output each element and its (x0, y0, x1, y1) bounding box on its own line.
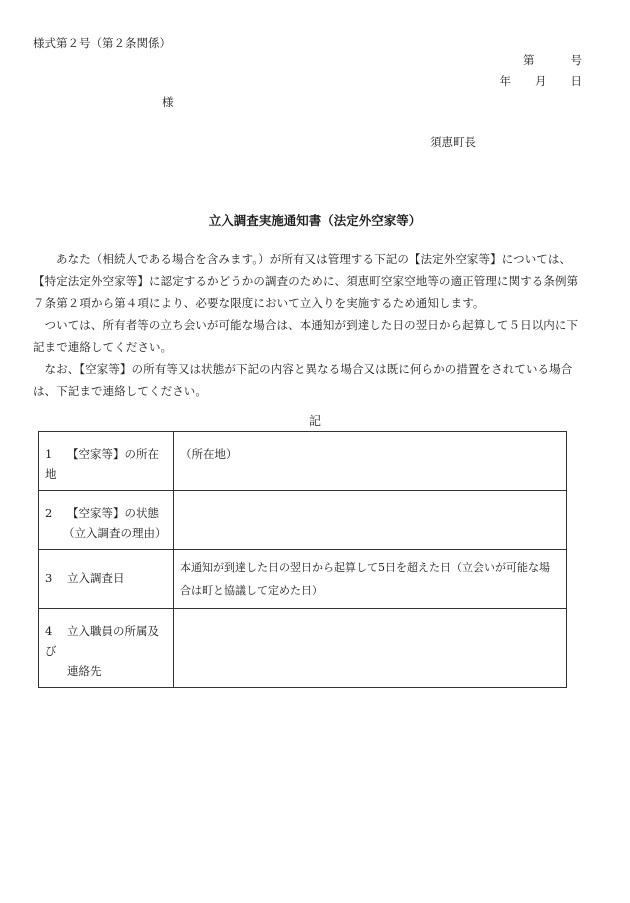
table-row (39, 491, 567, 550)
document-number-prefix: 第 (523, 53, 535, 67)
row-label: 立入調査日 (67, 571, 125, 585)
date-month-label: 月 (535, 74, 547, 88)
table-row (39, 609, 567, 688)
row-value-cell (174, 550, 567, 609)
table-row (39, 550, 567, 609)
document-number-suffix: 号 (570, 53, 582, 67)
body-paragraph: ついては、所有者等の立ち会いが可能な場合は、本通知が到達した日の翌日から起算して５日以内に下記まで連絡してください。 (33, 318, 579, 354)
date-year-label: 年 (499, 74, 511, 88)
row-number: 1 (45, 447, 53, 461)
row-label-cell (39, 550, 174, 609)
row-value-cell (174, 432, 567, 491)
row-number: 4 (45, 624, 53, 638)
row-label-cell (39, 432, 174, 491)
row-value-cell (174, 609, 567, 688)
body-paragraph: なお、【空家等】の所有等又は状態が下記の内容と異なる場合又は既に何らかの措置をされている場合は、下記まで連絡してください。 (33, 362, 573, 398)
table-row (39, 432, 567, 491)
row-label: 【空家等】の状態 (67, 506, 159, 520)
row-label: 立入職員の所属及び (45, 624, 159, 658)
addressee-honorific: 様 (162, 95, 174, 109)
row-label-cell (39, 609, 174, 688)
notice-body (33, 248, 585, 402)
row-value: 本通知が到達した日の翌日から起算して5日を超えた日（立会いが可能な場合は町と協議して定めた日） (180, 561, 550, 597)
row-label-sub: （立入調査の理由） (63, 526, 167, 540)
document-title: 立入調査実施通知書（法定外空家等） (208, 213, 422, 228)
row-label-cell (39, 491, 174, 550)
document-number-line (523, 52, 582, 69)
form-number: 様式第２号（第２条関係） (33, 36, 171, 50)
row-value: （所在地） (180, 447, 238, 461)
row-label-sub: 連絡先 (67, 664, 102, 678)
issuer-name: 須恵町長 (430, 135, 476, 149)
row-label: 【空家等】の所在地 (45, 447, 159, 481)
detail-table (38, 431, 567, 688)
row-value-cell (174, 491, 567, 550)
row-number: 3 (45, 571, 53, 585)
ki-heading: 記 (308, 414, 321, 428)
date-line (500, 73, 583, 90)
date-day-label: 日 (570, 74, 582, 88)
row-number: 2 (45, 506, 53, 520)
body-paragraph: あなた（相続人である場合を含みます。）が所有又は管理する下記の【法定外空家等】については、【特定法定外空家等】に認定するかどうかの調査のために、須恵町空家空地等の適正管理に関する条例第７条第２項から第４項により、必要な限度において立入りを実施するため通知します。 (33, 252, 579, 310)
